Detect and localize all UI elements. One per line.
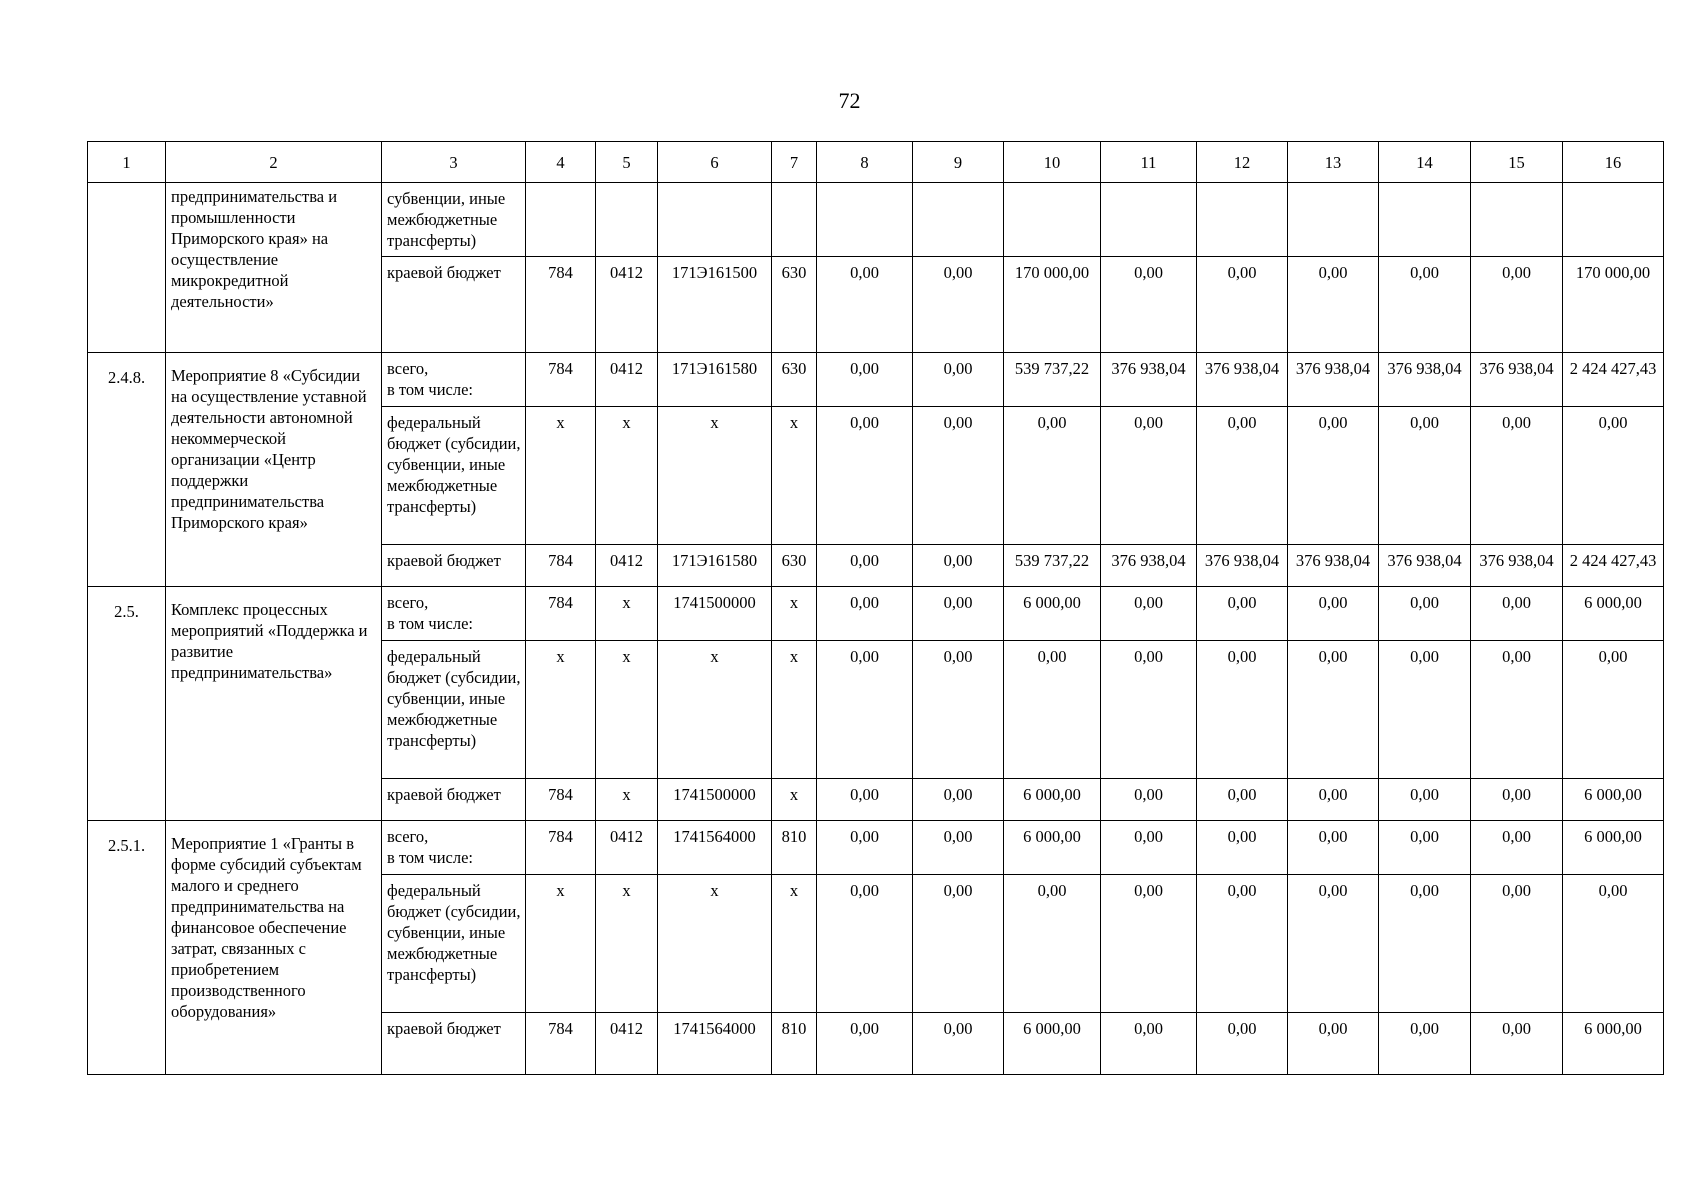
header-cell: 7 <box>772 142 817 183</box>
amount-cell: 0,00 <box>1101 1013 1197 1075</box>
amount-cell <box>1197 183 1288 257</box>
amount-cell: 539 737,22 <box>1004 353 1101 407</box>
code-cell: 784 <box>526 779 596 821</box>
code-cell: 630 <box>772 353 817 407</box>
amount-cell: 0,00 <box>817 407 913 545</box>
amount-cell: 0,00 <box>817 257 913 353</box>
amount-cell: 0,00 <box>1563 641 1664 779</box>
row-index-cell: 2.4.8. <box>88 353 166 587</box>
header-row <box>88 142 1664 183</box>
header-cell: 16 <box>1563 142 1664 183</box>
code-cell: 171Э161580 <box>658 353 772 407</box>
amount-cell <box>1563 183 1664 257</box>
code-cell: x <box>772 875 817 1013</box>
code-cell: x <box>596 407 658 545</box>
amount-cell: 0,00 <box>913 821 1004 875</box>
amount-cell: 376 938,04 <box>1197 353 1288 407</box>
amount-cell: 0,00 <box>1379 587 1471 641</box>
amount-cell: 376 938,04 <box>1101 353 1197 407</box>
row-index-cell: 2.5. <box>88 587 166 821</box>
amount-cell: 376 938,04 <box>1379 545 1471 587</box>
row-index-cell <box>88 183 166 353</box>
table-row <box>88 821 1664 875</box>
amount-cell: 0,00 <box>1288 875 1379 1013</box>
amount-cell: 0,00 <box>1471 779 1563 821</box>
funding-source-cell: федеральный бюджет (субсидии, субвенции, иные межбюджетные трансферты) <box>382 875 526 1013</box>
code-cell <box>526 183 596 257</box>
amount-cell: 6 000,00 <box>1004 821 1101 875</box>
code-cell: 784 <box>526 587 596 641</box>
row-index-cell: 2.5.1. <box>88 821 166 1075</box>
amount-cell: 0,00 <box>913 779 1004 821</box>
amount-cell: 0,00 <box>1471 821 1563 875</box>
amount-cell: 0,00 <box>1379 641 1471 779</box>
header-cell: 6 <box>658 142 772 183</box>
funding-source-cell: краевой бюджет <box>382 779 526 821</box>
code-cell: x <box>596 587 658 641</box>
code-cell: 0412 <box>596 545 658 587</box>
amount-cell: 0,00 <box>1379 779 1471 821</box>
amount-cell: 0,00 <box>1379 257 1471 353</box>
amount-cell: 0,00 <box>913 587 1004 641</box>
code-cell: 784 <box>526 821 596 875</box>
amount-cell: 0,00 <box>913 641 1004 779</box>
amount-cell: 0,00 <box>1288 641 1379 779</box>
amount-cell: 0,00 <box>1197 821 1288 875</box>
code-cell: 784 <box>526 353 596 407</box>
amount-cell: 0,00 <box>1288 257 1379 353</box>
amount-cell: 0,00 <box>1101 821 1197 875</box>
amount-cell <box>1471 183 1563 257</box>
code-cell: 784 <box>526 545 596 587</box>
amount-cell: 0,00 <box>817 545 913 587</box>
code-cell: 1741564000 <box>658 1013 772 1075</box>
amount-cell: 0,00 <box>1471 257 1563 353</box>
code-cell: 784 <box>526 1013 596 1075</box>
amount-cell: 0,00 <box>1288 587 1379 641</box>
amount-cell: 0,00 <box>817 821 913 875</box>
amount-cell: 0,00 <box>1004 641 1101 779</box>
amount-cell: 0,00 <box>1471 1013 1563 1075</box>
amount-cell: 0,00 <box>913 1013 1004 1075</box>
measure-name-cell: Мероприятие 8 «Субсидии на осуществление уставной деятельности автономной некоммерческой организации «Центр поддержки предпринимательства Приморского края» <box>166 353 382 587</box>
amount-cell: 6 000,00 <box>1004 587 1101 641</box>
amount-cell: 0,00 <box>1471 587 1563 641</box>
code-cell <box>772 183 817 257</box>
funding-source-cell: федеральный бюджет (субсидии, субвенции, иные межбюджетные трансферты) <box>382 641 526 779</box>
code-cell: x <box>526 875 596 1013</box>
code-cell: 171Э161500 <box>658 257 772 353</box>
code-cell: 630 <box>772 257 817 353</box>
measure-name-cell: предпринимательства и промышленности Приморского края» на осуществление микрокредитной деятельности» <box>166 183 382 353</box>
amount-cell: 539 737,22 <box>1004 545 1101 587</box>
amount-cell: 0,00 <box>1197 779 1288 821</box>
code-cell: x <box>772 587 817 641</box>
amount-cell: 6 000,00 <box>1563 587 1664 641</box>
amount-cell: 6 000,00 <box>1004 779 1101 821</box>
header-cell: 5 <box>596 142 658 183</box>
amount-cell: 0,00 <box>817 587 913 641</box>
amount-cell <box>1379 183 1471 257</box>
amount-cell: 0,00 <box>1379 407 1471 545</box>
amount-cell: 0,00 <box>1563 875 1664 1013</box>
amount-cell: 0,00 <box>1288 407 1379 545</box>
amount-cell: 376 938,04 <box>1197 545 1288 587</box>
code-cell: 171Э161580 <box>658 545 772 587</box>
header-cell: 11 <box>1101 142 1197 183</box>
header-cell: 12 <box>1197 142 1288 183</box>
code-cell: x <box>772 779 817 821</box>
amount-cell: 0,00 <box>817 875 913 1013</box>
funding-source-cell: краевой бюджет <box>382 545 526 587</box>
amount-cell: 0,00 <box>1197 407 1288 545</box>
code-cell: x <box>772 641 817 779</box>
code-cell: 810 <box>772 821 817 875</box>
amount-cell: 0,00 <box>1101 641 1197 779</box>
code-cell: x <box>658 875 772 1013</box>
amount-cell: 0,00 <box>913 257 1004 353</box>
amount-cell: 0,00 <box>1379 1013 1471 1075</box>
code-cell: 0412 <box>596 353 658 407</box>
amount-cell: 0,00 <box>1288 1013 1379 1075</box>
funding-source-cell: всего, в том числе: <box>382 587 526 641</box>
amount-cell: 0,00 <box>817 353 913 407</box>
amount-cell <box>1004 183 1101 257</box>
code-cell <box>596 183 658 257</box>
header-cell: 2 <box>166 142 382 183</box>
amount-cell: 376 938,04 <box>1288 353 1379 407</box>
amount-cell: 2 424 427,43 <box>1563 353 1664 407</box>
header-cell: 13 <box>1288 142 1379 183</box>
amount-cell: 376 938,04 <box>1379 353 1471 407</box>
amount-cell: 0,00 <box>1288 779 1379 821</box>
measure-name-cell: Мероприятие 1 «Гранты в форме субсидий субъектам малого и среднего предпринимательства на финансовое обеспечение затрат, связанных с приобретением производственного оборудования» <box>166 821 382 1075</box>
amount-cell: 6 000,00 <box>1004 1013 1101 1075</box>
amount-cell: 0,00 <box>1101 779 1197 821</box>
amount-cell <box>817 183 913 257</box>
amount-cell: 376 938,04 <box>1101 545 1197 587</box>
amount-cell: 0,00 <box>1288 821 1379 875</box>
amount-cell <box>1101 183 1197 257</box>
header-cell: 10 <box>1004 142 1101 183</box>
code-cell: 810 <box>772 1013 817 1075</box>
amount-cell: 0,00 <box>1197 257 1288 353</box>
header-cell: 8 <box>817 142 913 183</box>
amount-cell <box>913 183 1004 257</box>
amount-cell <box>1288 183 1379 257</box>
funding-source-cell: субвенции, иные межбюджетные трансферты) <box>382 183 526 257</box>
funding-source-cell: федеральный бюджет (субсидии, субвенции, иные межбюджетные трансферты) <box>382 407 526 545</box>
amount-cell: 0,00 <box>1197 587 1288 641</box>
page-number: 72 <box>838 88 861 113</box>
code-cell: x <box>526 407 596 545</box>
budget-table <box>87 141 1664 1075</box>
amount-cell: 170 000,00 <box>1563 257 1664 353</box>
amount-cell: 0,00 <box>1004 875 1101 1013</box>
code-cell: 1741500000 <box>658 587 772 641</box>
funding-source-cell: всего, в том числе: <box>382 821 526 875</box>
header-cell: 15 <box>1471 142 1563 183</box>
code-cell: x <box>772 407 817 545</box>
amount-cell: 2 424 427,43 <box>1563 545 1664 587</box>
amount-cell: 0,00 <box>1379 875 1471 1013</box>
header-cell: 3 <box>382 142 526 183</box>
header-cell: 4 <box>526 142 596 183</box>
funding-source-cell: краевой бюджет <box>382 1013 526 1075</box>
funding-source-cell: краевой бюджет <box>382 257 526 353</box>
amount-cell: 376 938,04 <box>1471 545 1563 587</box>
amount-cell: 376 938,04 <box>1471 353 1563 407</box>
amount-cell: 0,00 <box>1197 875 1288 1013</box>
amount-cell: 0,00 <box>1101 875 1197 1013</box>
amount-cell: 0,00 <box>817 1013 913 1075</box>
amount-cell: 0,00 <box>817 641 913 779</box>
code-cell: x <box>658 641 772 779</box>
header-cell: 14 <box>1379 142 1471 183</box>
amount-cell: 6 000,00 <box>1563 779 1664 821</box>
amount-cell: 0,00 <box>1563 407 1664 545</box>
amount-cell: 0,00 <box>913 875 1004 1013</box>
amount-cell: 0,00 <box>1004 407 1101 545</box>
code-cell: x <box>596 641 658 779</box>
amount-cell: 0,00 <box>913 545 1004 587</box>
amount-cell: 0,00 <box>913 407 1004 545</box>
amount-cell: 0,00 <box>913 353 1004 407</box>
code-cell: x <box>658 407 772 545</box>
header-cell: 1 <box>88 142 166 183</box>
code-cell: 0412 <box>596 1013 658 1075</box>
amount-cell: 0,00 <box>817 779 913 821</box>
code-cell: 0412 <box>596 821 658 875</box>
amount-cell: 0,00 <box>1101 587 1197 641</box>
amount-cell: 0,00 <box>1471 641 1563 779</box>
amount-cell: 0,00 <box>1101 257 1197 353</box>
code-cell: 0412 <box>596 257 658 353</box>
amount-cell: 0,00 <box>1197 1013 1288 1075</box>
code-cell: x <box>526 641 596 779</box>
amount-cell: 0,00 <box>1197 641 1288 779</box>
amount-cell: 170 000,00 <box>1004 257 1101 353</box>
code-cell: x <box>596 779 658 821</box>
code-cell: 630 <box>772 545 817 587</box>
funding-source-cell: всего, в том числе: <box>382 353 526 407</box>
amount-cell: 6 000,00 <box>1563 821 1664 875</box>
header-cell: 9 <box>913 142 1004 183</box>
code-cell: x <box>596 875 658 1013</box>
measure-name-cell: Комплекс процессных мероприятий «Поддержка и развитие предпринимательства» <box>166 587 382 821</box>
code-cell: 1741500000 <box>658 779 772 821</box>
amount-cell: 0,00 <box>1101 407 1197 545</box>
amount-cell: 0,00 <box>1379 821 1471 875</box>
table-row <box>88 183 1664 257</box>
amount-cell: 6 000,00 <box>1563 1013 1664 1075</box>
table-row <box>88 353 1664 407</box>
code-cell <box>658 183 772 257</box>
code-cell: 784 <box>526 257 596 353</box>
amount-cell: 0,00 <box>1471 407 1563 545</box>
amount-cell: 376 938,04 <box>1288 545 1379 587</box>
table-row <box>88 587 1664 641</box>
code-cell: 1741564000 <box>658 821 772 875</box>
amount-cell: 0,00 <box>1471 875 1563 1013</box>
